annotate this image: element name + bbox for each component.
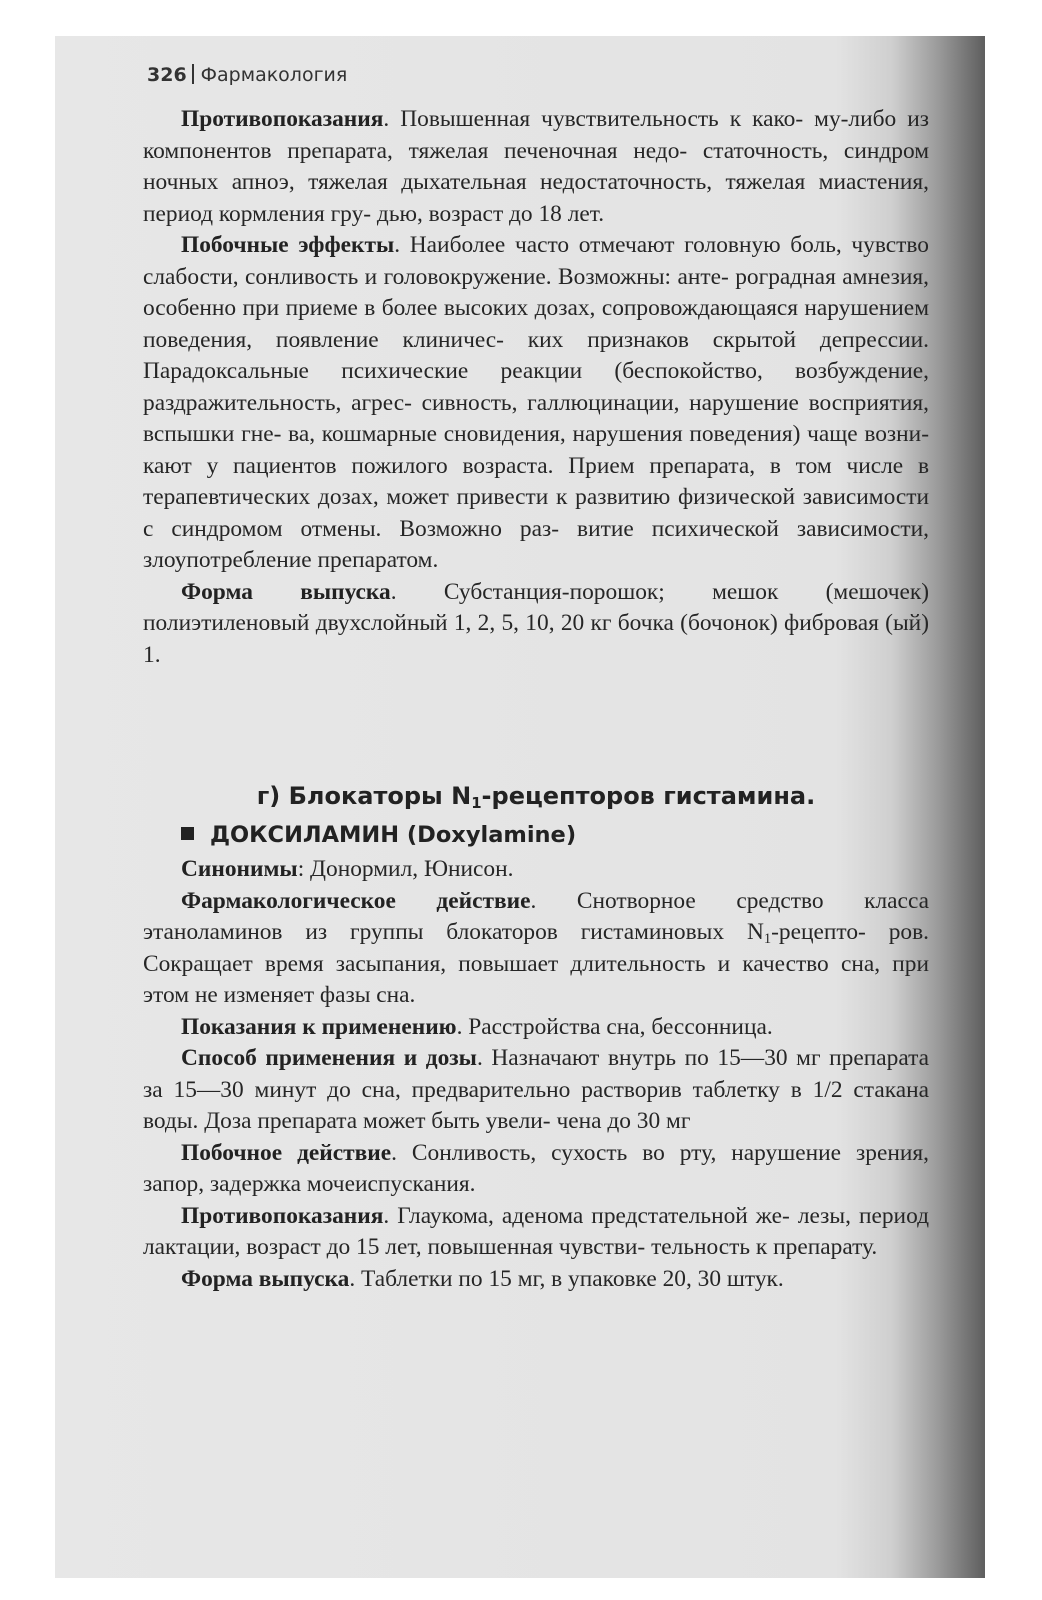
header-divider (192, 64, 194, 84)
running-header (147, 64, 347, 86)
release-form-paragraph-2: Форма выпуска. Таблетки по 15 мг, в упаковке 20, 30 штук. (181, 1265, 784, 1292)
side-action-paragraph: Побочное действие. Сонливость, сухость во рту, нарушение зрения, запор, задержка мочеиспускания. (143, 1139, 929, 1197)
side-effects-paragraph: Побочные эффекты. Наиболее часто отмечают головную боль, чувство слабости, сонливость и головокружение. Возможны: анте- роградная амнезия, особенно при приеме в более высоких дозах, сопровождающаяся нарушением поведения, появление клиничес- ких признаков скрытой депрессии. Парадоксальные психические реакции (беспокойство, возбуждение, раздражительность, агрес- сивность, галлюцинации, нарушение восприятия, вспышки гне- ва, кошмарные сновидения, нарушения поведения) чаще возни- кают у пациентов пожилого возраста. Прием препарата, в том числе в терапевтических дозах, может привести к развитию физической зависимости с синдромом отмены. Возможно раз- витие психической зависимости, злоупотребление препаратом. (143, 232, 930, 573)
square-bullet-icon (181, 827, 194, 840)
drug-name: ДОКСИЛАМИН (Doxylamine) (210, 822, 577, 848)
contraindications-label-2: Противопоказания (181, 1202, 384, 1229)
release-form-label-2: Форма выпуска (181, 1265, 350, 1292)
book-page (55, 36, 985, 1578)
release-form-paragraph: Форма выпуска. Субстанция-порошок; мешок (мешочек) полиэтиленовый двухслойный 1, 2, 5, 10, 20 кг бочка (бочонок) фибровая (ый) 1. (143, 578, 929, 668)
page-number: 326 (147, 64, 187, 86)
synonyms-label: Синонимы (181, 856, 298, 882)
book-title: Фармакология (200, 64, 348, 86)
contraindications-label: Противопоказания (181, 106, 384, 132)
drug-heading (181, 822, 576, 848)
upper-text-block (143, 104, 929, 671)
side-effects-label: Побочные эффекты (181, 232, 395, 258)
indications-label: Показания к применению (181, 1013, 457, 1040)
pharmacological-action-label: Фармакологическое действие (181, 887, 531, 914)
side-action-label: Побочное действие (181, 1139, 392, 1166)
release-form-label: Форма выпуска (181, 578, 391, 605)
dosage-label: Способ применения и дозы (181, 1045, 477, 1071)
synonyms-paragraph: Синонимы: Донормил, Юнисон. (181, 856, 514, 882)
contraindications-paragraph-2: Противопоказания. Глаукома, аденома предстательной же- лезы, период лактации, возраст до 15 лет, повышенная чувстви- тельность к препарату. (143, 1202, 929, 1260)
pharmacological-action-paragraph: Фармакологическое действие. Снотворное средство класса этаноламинов из группы блокаторов гистаминовых $N_1-рецепто-$ ров. Сокращает время засыпания, повышает длительность и качество сна, при этом не изменяет фазы сна. (143, 887, 929, 1008)
indications-paragraph: Показания к применению. Расстройства сна, бессонница. (181, 1013, 773, 1040)
dosage-paragraph: Способ применения и дозы. Назначают внутрь по 15—30 мг препарата за 15—30 минут до сна, предварительно растворив таблетку в 1/2 стакана воды. Доза препарата может быть увели- чена до 30 мг (143, 1045, 929, 1134)
contraindications-paragraph: Противопоказания. Повышенная чувствительность к како- му-либо из компонентов препарата, тяжелая печеночная недо- статочность, синдром ночных апноэ, тяжелая дыхательная недостаточность, тяжелая миастения, период кормления гру- дью, возраст до 18 лет. (143, 106, 929, 227)
section-heading: г) Блокаторы $N_1$-рецепторов гистамина. (256, 782, 816, 812)
lower-text-block (143, 854, 929, 1295)
